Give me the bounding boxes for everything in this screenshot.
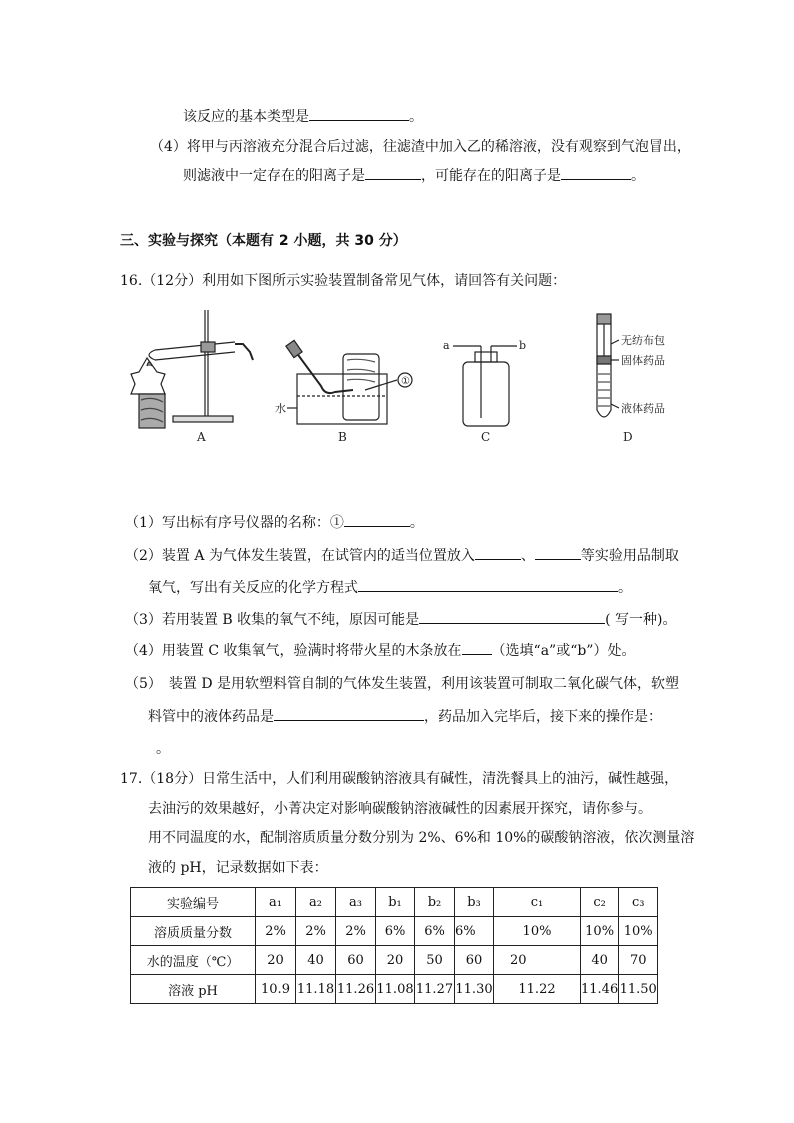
q16-p4 (125, 640, 635, 660)
table-cell: 溶液 pH (131, 975, 256, 1004)
text: 等实验用品制取 (580, 548, 679, 564)
table-cell: 20 (376, 946, 415, 975)
answer-blank[interactable] (475, 545, 521, 560)
table-cell: 2% (296, 917, 336, 946)
table-cell: c₂ (581, 888, 619, 917)
q16-p5-line1: （5） 装置 D 是用软塑料管自制的气体发生装置，利用该装置可制取二氧化碳气体，软塑 (125, 676, 680, 692)
label-circle-1: ① (401, 376, 410, 387)
table-cell: 50 (415, 946, 455, 975)
apparatus-a (131, 310, 253, 428)
answer-blank[interactable] (561, 165, 631, 180)
ph-data-table (130, 887, 658, 1004)
text: 则滤液中一定存在的阳离子是 (183, 168, 365, 184)
answer-blank[interactable] (462, 640, 492, 655)
section-title: 三、实验与探究（本题有 2 小题，共 30 分） (120, 233, 407, 249)
q15-p4-line1: （4）将甲与丙溶液充分混合后过滤，往滤渣中加入乙的稀溶液，没有观察到气泡冒出， (150, 139, 691, 155)
table-cell: a₁ (256, 888, 296, 917)
label-port-b: b (519, 339, 527, 352)
table-cell: 11.22 (494, 975, 581, 1004)
table-cell: b₂ (415, 888, 455, 917)
q17-line2: 去油污的效果越好，小菁决定对影响碳酸钠溶液碱性的因素展开探究，请你参与。 (148, 801, 652, 817)
label-d: D (623, 430, 633, 444)
table-cell: 10% (581, 917, 619, 946)
q16-stem: 16.（12分）利用如下图所示实验装置制备常见气体，请回答有关问题： (120, 273, 567, 289)
table-cell: a₂ (296, 888, 336, 917)
table-row (131, 917, 658, 946)
label-c: C (481, 430, 491, 444)
punct: 。 (631, 168, 645, 184)
table-cell: b₃ (455, 888, 494, 917)
label-water: 水 (275, 402, 286, 415)
punct: 。 (618, 580, 632, 596)
answer-blank[interactable] (274, 706, 424, 721)
label-liquid-reagent: 液体药品 (621, 402, 665, 415)
table-cell: c₃ (619, 888, 658, 917)
table-cell: 40 (296, 946, 336, 975)
answer-blank[interactable] (344, 512, 410, 527)
text: ，可能存在的阳离子是 (421, 168, 561, 184)
q17-line1: 17.（18分）日常生活中，人们利用碳酸钠溶液具有碱性，清洗餐具上的油污，碱性越强， (120, 771, 679, 787)
label-a: A (197, 430, 206, 444)
text: ( 写一种)。 (605, 612, 677, 628)
table-cell: 11.27 (415, 975, 455, 1004)
q16-p5-line3: 。 (156, 741, 170, 757)
answer-blank[interactable] (365, 165, 421, 180)
table-header-row (131, 888, 658, 917)
text: （1）写出标有序号仪器的名称：① (125, 515, 344, 531)
table-cell: 11.30 (455, 975, 494, 1004)
answer-blank[interactable] (309, 106, 409, 121)
table-cell: 2% (336, 917, 376, 946)
answer-blank[interactable] (358, 577, 618, 592)
q16-p5-line2 (148, 706, 662, 726)
text: ，药品加入完毕后，接下来的操作是： (424, 709, 662, 725)
q16-p2-line1 (125, 545, 679, 565)
table-cell: 10% (619, 917, 658, 946)
table-cell: 11.26 (336, 975, 376, 1004)
table-cell: 2% (256, 917, 296, 946)
label-nonwoven-bag: 无纺布包 (621, 334, 665, 347)
table-cell: 6% (376, 917, 415, 946)
text: （4）用装置 C 收集氧气，验满时将带火星的木条放在 (125, 643, 462, 659)
q17-line3: 用不同温度的水，配制溶质质量分数分别为 2%、6%和 10%的碳酸钠溶液，依次测量溶 (148, 830, 695, 846)
table-cell: 60 (336, 946, 376, 975)
table-cell: 6% (455, 917, 494, 946)
table-cell: 70 (619, 946, 658, 975)
text: 氧气，写出有关反应的化学方程式 (148, 580, 358, 596)
label-port-a: a (443, 339, 450, 352)
table-cell: 20 (494, 946, 581, 975)
apparatus-figure (125, 300, 715, 450)
apparatus-c (443, 339, 526, 426)
q15-line1-text: 该反应的基本类型是 (183, 109, 309, 125)
table-cell: 水的温度（℃） (131, 946, 256, 975)
table-cell: 60 (455, 946, 494, 975)
table-cell: b₁ (376, 888, 415, 917)
text: 、 (520, 548, 535, 564)
text: （选填“a”或“b”）处。 (491, 643, 636, 659)
table-cell: 11.46 (581, 975, 619, 1004)
table-cell: 20 (256, 946, 296, 975)
table-cell: 11.50 (619, 975, 658, 1004)
table-cell: c₁ (494, 888, 581, 917)
answer-blank[interactable] (419, 609, 605, 624)
text: （2）装置 A 为气体发生装置，在试管内的适当位置放入 (125, 548, 475, 564)
punct: 。 (409, 109, 423, 125)
q15-p4-line2 (183, 165, 645, 185)
table-cell: a₃ (336, 888, 376, 917)
table-row (131, 946, 658, 975)
q16-p1 (125, 512, 424, 532)
label-solid-reagent: 固体药品 (621, 354, 665, 367)
table-row (131, 975, 658, 1004)
answer-blank[interactable] (535, 545, 581, 560)
apparatus-d (597, 314, 665, 417)
apparatus-b (275, 340, 412, 424)
text: 料管中的液体药品是 (148, 709, 274, 725)
q16-p3 (125, 609, 676, 629)
table-cell: 10% (494, 917, 581, 946)
punct: 。 (409, 515, 424, 531)
table-cell: 6% (415, 917, 455, 946)
label-b: B (338, 430, 347, 444)
text: （3）若用装置 B 收集的氧气不纯，原因可能是 (125, 612, 420, 628)
table-cell: 实验编号 (131, 888, 256, 917)
table-cell: 40 (581, 946, 619, 975)
table-cell: 溶质质量分数 (131, 917, 256, 946)
table-cell: 11.18 (296, 975, 336, 1004)
table-cell: 11.08 (376, 975, 415, 1004)
q16-p2-line2 (148, 577, 632, 597)
q17-line4: 液的 pH，记录数据如下表： (148, 860, 328, 876)
q15-line1 (183, 106, 423, 126)
table-cell: 10.9 (256, 975, 296, 1004)
